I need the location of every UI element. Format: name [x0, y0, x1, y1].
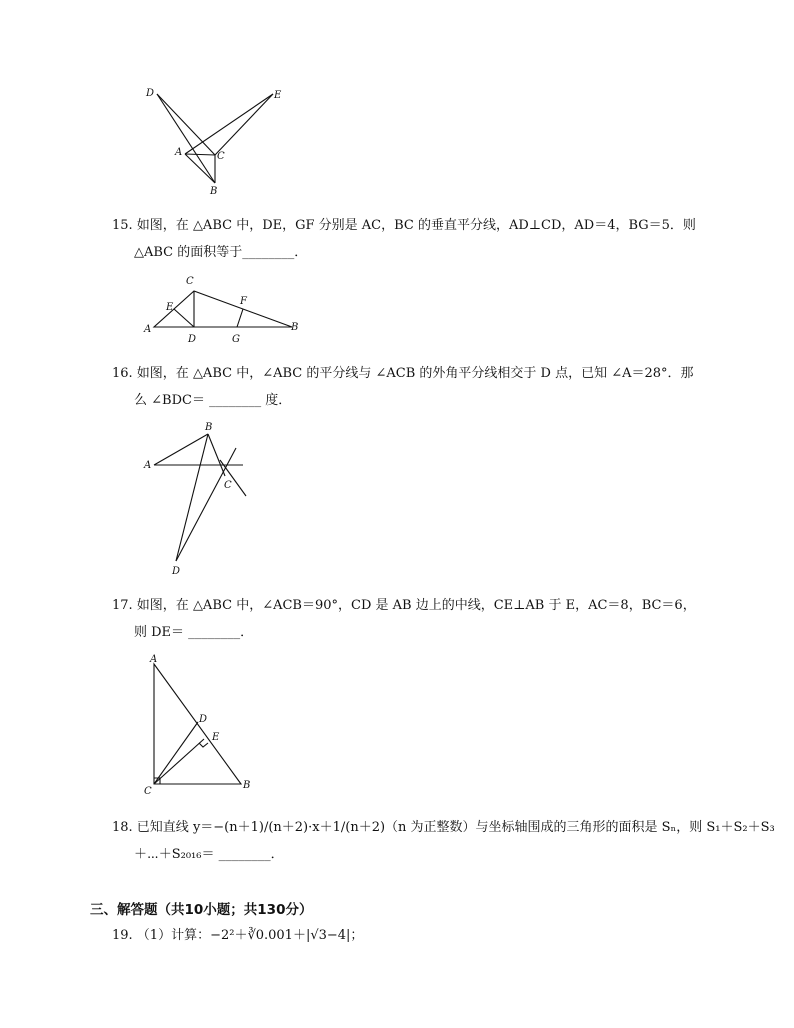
point-label-f: F [240, 296, 247, 307]
point-label-g: G [232, 334, 240, 345]
point-label-a: A [150, 654, 158, 665]
point-label-b: B [291, 322, 299, 333]
segment-bc [208, 434, 225, 476]
point-label-c: C [186, 276, 194, 287]
segment [185, 154, 215, 183]
segment-bd [176, 434, 208, 561]
segment-fg [237, 309, 243, 327]
point-label-c: C [217, 151, 225, 162]
segment-ce [154, 739, 204, 784]
question-15 [112, 212, 696, 266]
question-18-line-1: 18. 已知直线 y＝−(n＋1)/(n＋2)·x＋1/(n＋2)（n 为正整数）与坐标轴围成的三角形的面积是 Sₙ，则 S₁＋S₂＋S₃ [112, 820, 775, 835]
point-label-b: B [205, 422, 213, 433]
point-label-b: B [210, 186, 218, 197]
point-label-d: D [188, 334, 197, 345]
point-label-c: C [224, 480, 232, 491]
right-angle-marker-e [199, 743, 208, 747]
segment-ab [154, 434, 208, 465]
question-18 [112, 814, 775, 868]
segment-de [174, 309, 194, 327]
point-label-c: C [144, 786, 152, 797]
question-17 [112, 592, 696, 646]
segment [215, 94, 273, 155]
point-label-a: A [144, 460, 152, 471]
point-label-b: B [243, 780, 251, 791]
segment-cd [154, 722, 198, 784]
figure-q15 [140, 270, 310, 348]
point-label-e: E [166, 302, 174, 313]
point-label-d: D [146, 88, 155, 99]
question-15-line-1: 15. 如图，在 △ABC 中，DE，GF 分别是 AC，BC 的垂直平分线，AD⊥CD，AD＝4，BG＝5．则 [112, 218, 696, 233]
point-label-a: A [144, 324, 152, 335]
question-16-line-2: 么 ∠BDC＝ ________ 度． [134, 393, 292, 408]
section-3-heading: 三、解答题（共10小题；共130分） [90, 902, 313, 918]
figure-q16 [140, 418, 270, 580]
question-15-line-2: △ABC 的面积等于________． [134, 245, 308, 260]
question-17-line-2: 则 DE＝ ________． [134, 625, 254, 640]
point-label-e: E [212, 732, 220, 743]
question-16-line-1: 16. 如图，在 △ABC 中，∠ABC 的平分线与 ∠ACB 的外角平分线相交于 D 点，已知 ∠A＝28°．那 [112, 366, 694, 381]
segment [157, 94, 215, 155]
question-19 [112, 922, 363, 949]
point-label-d: D [199, 714, 208, 725]
figure-q17 [140, 650, 270, 800]
segment [185, 94, 273, 154]
point-label-d: D [172, 566, 181, 577]
segment [185, 154, 215, 155]
question-17-line-1: 17. 如图，在 △ABC 中，∠ACB＝90°，CD 是 AB 边上的中线，CE⊥AB 于 E，AC＝8，BC＝6， [112, 598, 696, 613]
question-19-line-1: 19. （1）计算：−2²＋∛0.001＋|√3−4|； [112, 928, 364, 943]
point-label-e: E [274, 90, 282, 101]
figure-q14 [140, 80, 300, 205]
point-label-a: A [175, 147, 183, 158]
segment [157, 94, 215, 183]
question-18-line-2: ＋⋯＋S₂₀₁₆＝ ________． [134, 847, 284, 862]
question-16 [112, 360, 694, 414]
